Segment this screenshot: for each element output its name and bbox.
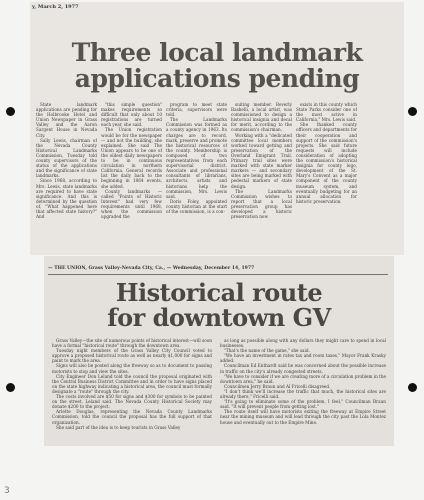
bottom-column-2: as long as possible along with any dollars they might care to spend in local businesses. "That's the name of the game," she said. "We have an investment in rates tax and room taxes," Mayor Frank Krasky added. Councilman Ed Enthardt said he was concerned about the possible increase in traffic on the city's already congested streets. "We have to consider if we are creating more of a circulation problem in the downtown area," he said. Councilmen Jerry Braun and Al Fricelli disagreed. "I don't think we'll increase the traffic that much, the historical sites are already there," Fricelli said. "It's going to eliminate some of the problem, I feel," Councilman Braun said. "It will prevent people from getting lost." The route itself will have motorists exiting the freeway at Empire Street near the mining museum and will lead through the city past the Lola Montez house and eventually out to the Empire Mine. <box>220 338 386 425</box>
top-headline-line1: Three local landmark <box>71 38 363 67</box>
bottom-dateline-rule <box>48 274 388 275</box>
bottom-headline-line1: Historical route <box>115 278 323 307</box>
binder-hole-right-top <box>408 107 417 116</box>
top-headline <box>30 40 404 93</box>
top-dateline: y, March 2, 1977 <box>32 4 79 10</box>
bottom-dateline: — THE UNION, Grass Valley-Nevada City, Ca., — Wednesday, December 14, 1977 <box>48 266 255 271</box>
top-headline-line2: applications pending <box>74 64 360 94</box>
margin-pencil-mark: 3 <box>4 486 10 496</box>
top-column-2: "this simple question" makes requirements so difficult that only about 10 registrations are turned each year, she said. The Union registration would be for the newspaper — and not the building, she explained. She said The Union appears to be one of the oldest daily newspapers to be in continuous circulation in northern California. General records list the daily back to the beginning in 1864 events, she added. County landmarks — called "Points of Historic Interest" had very few requirements until 1968, when the commission upgraded the <box>101 102 162 220</box>
binder-hole-left-top <box>6 107 15 116</box>
bottom-column-1: Grass Valley—the site of numerous points of historical interest—will soon have a formal "historical route" through the downtown area. Tuesday night members of the Grass Valley City Council voted to approve a proposed historical route as well as nearly $1,000 for signs and paint to mark the area. Signs will also be posted along the freeway so as to document to passing motorists to stop and view the sites. City Engineer Don Leland told the council the proposal originated with the Central Business District Committee and in order to have signs placed on the state highway indicating a historical area, the council must formally designate a "route" through the city. The costs involved are $50 for signs and $300 for symbols to be painted on the street, Leland said. The Nevada County Historical Society may donate $200 to the project. Arlette Douglas, representing the Nevada County Landmarks Commission, told the council the proposal has the full support of that organization. She said part of the idea is to keep tourists in Grass Valley <box>52 338 212 430</box>
top-column-3: program to meet state criteria, supervisors were told. The Landmarks Commission was formed as a county agency in 1963. Its charges are to record, mark, preserve and promote the historical resources of the county. Membership is composed of two representatives from each supervisorial district. Associate and professional consultants of librarians, architects, artists and historians help the commission, Mrs. Lewis said. Doris Foley, appointed county historian at the start of the commission, is a con- <box>166 102 227 214</box>
top-column-5: exists in this county which State Parks consider one of the most active in California," Mrs. Lewis said. She thanked county officers and departments for their cooperation and support of the commission's projects. She said future requests will include consideration of adopting the commission's historical insignia for county logo, development of the St. Mary's Convent as a major component of the county museum system, and eventually budgeting for an annual allocation for historic preservation. <box>296 102 357 204</box>
top-column-1: State landmark applications are pending for the Holbrooke Hotel and Union Newspaper in Grass Valley and the Aaron Sargent House in Nevada City. Sally Lewis, chairman of the Nevada County Historical Landmarks Commission, Tuesday told county supervisors of the status of the applications and the significance of state landmarks. Since 1968, according to Mrs. Lewis, state landmarks are required to have state significance. And this is determined by the question of, "What happened here that affected state history?" And <box>36 102 97 220</box>
binder-hole-left-bottom <box>6 383 15 392</box>
binder-hole-right-bottom <box>408 383 417 392</box>
bottom-headline-line2: for downtown GV <box>107 303 331 333</box>
top-column-4: suiting member. Beverly Bashelli, a local artist, was commissioned to design a historical insignia and decal for merit, according to the commission's chairman. Working with a "dedicated committee local members worked toward getting and preservation of the Overland Emigrant Trail. Primary trail sites were marked with state marker markers — and secondary sites are being marked with pedestal markers of state design. The Landmarks Commission wishes to report that a local preservation group has developed a historic preservation now <box>231 102 292 220</box>
bottom-headline <box>44 278 394 333</box>
